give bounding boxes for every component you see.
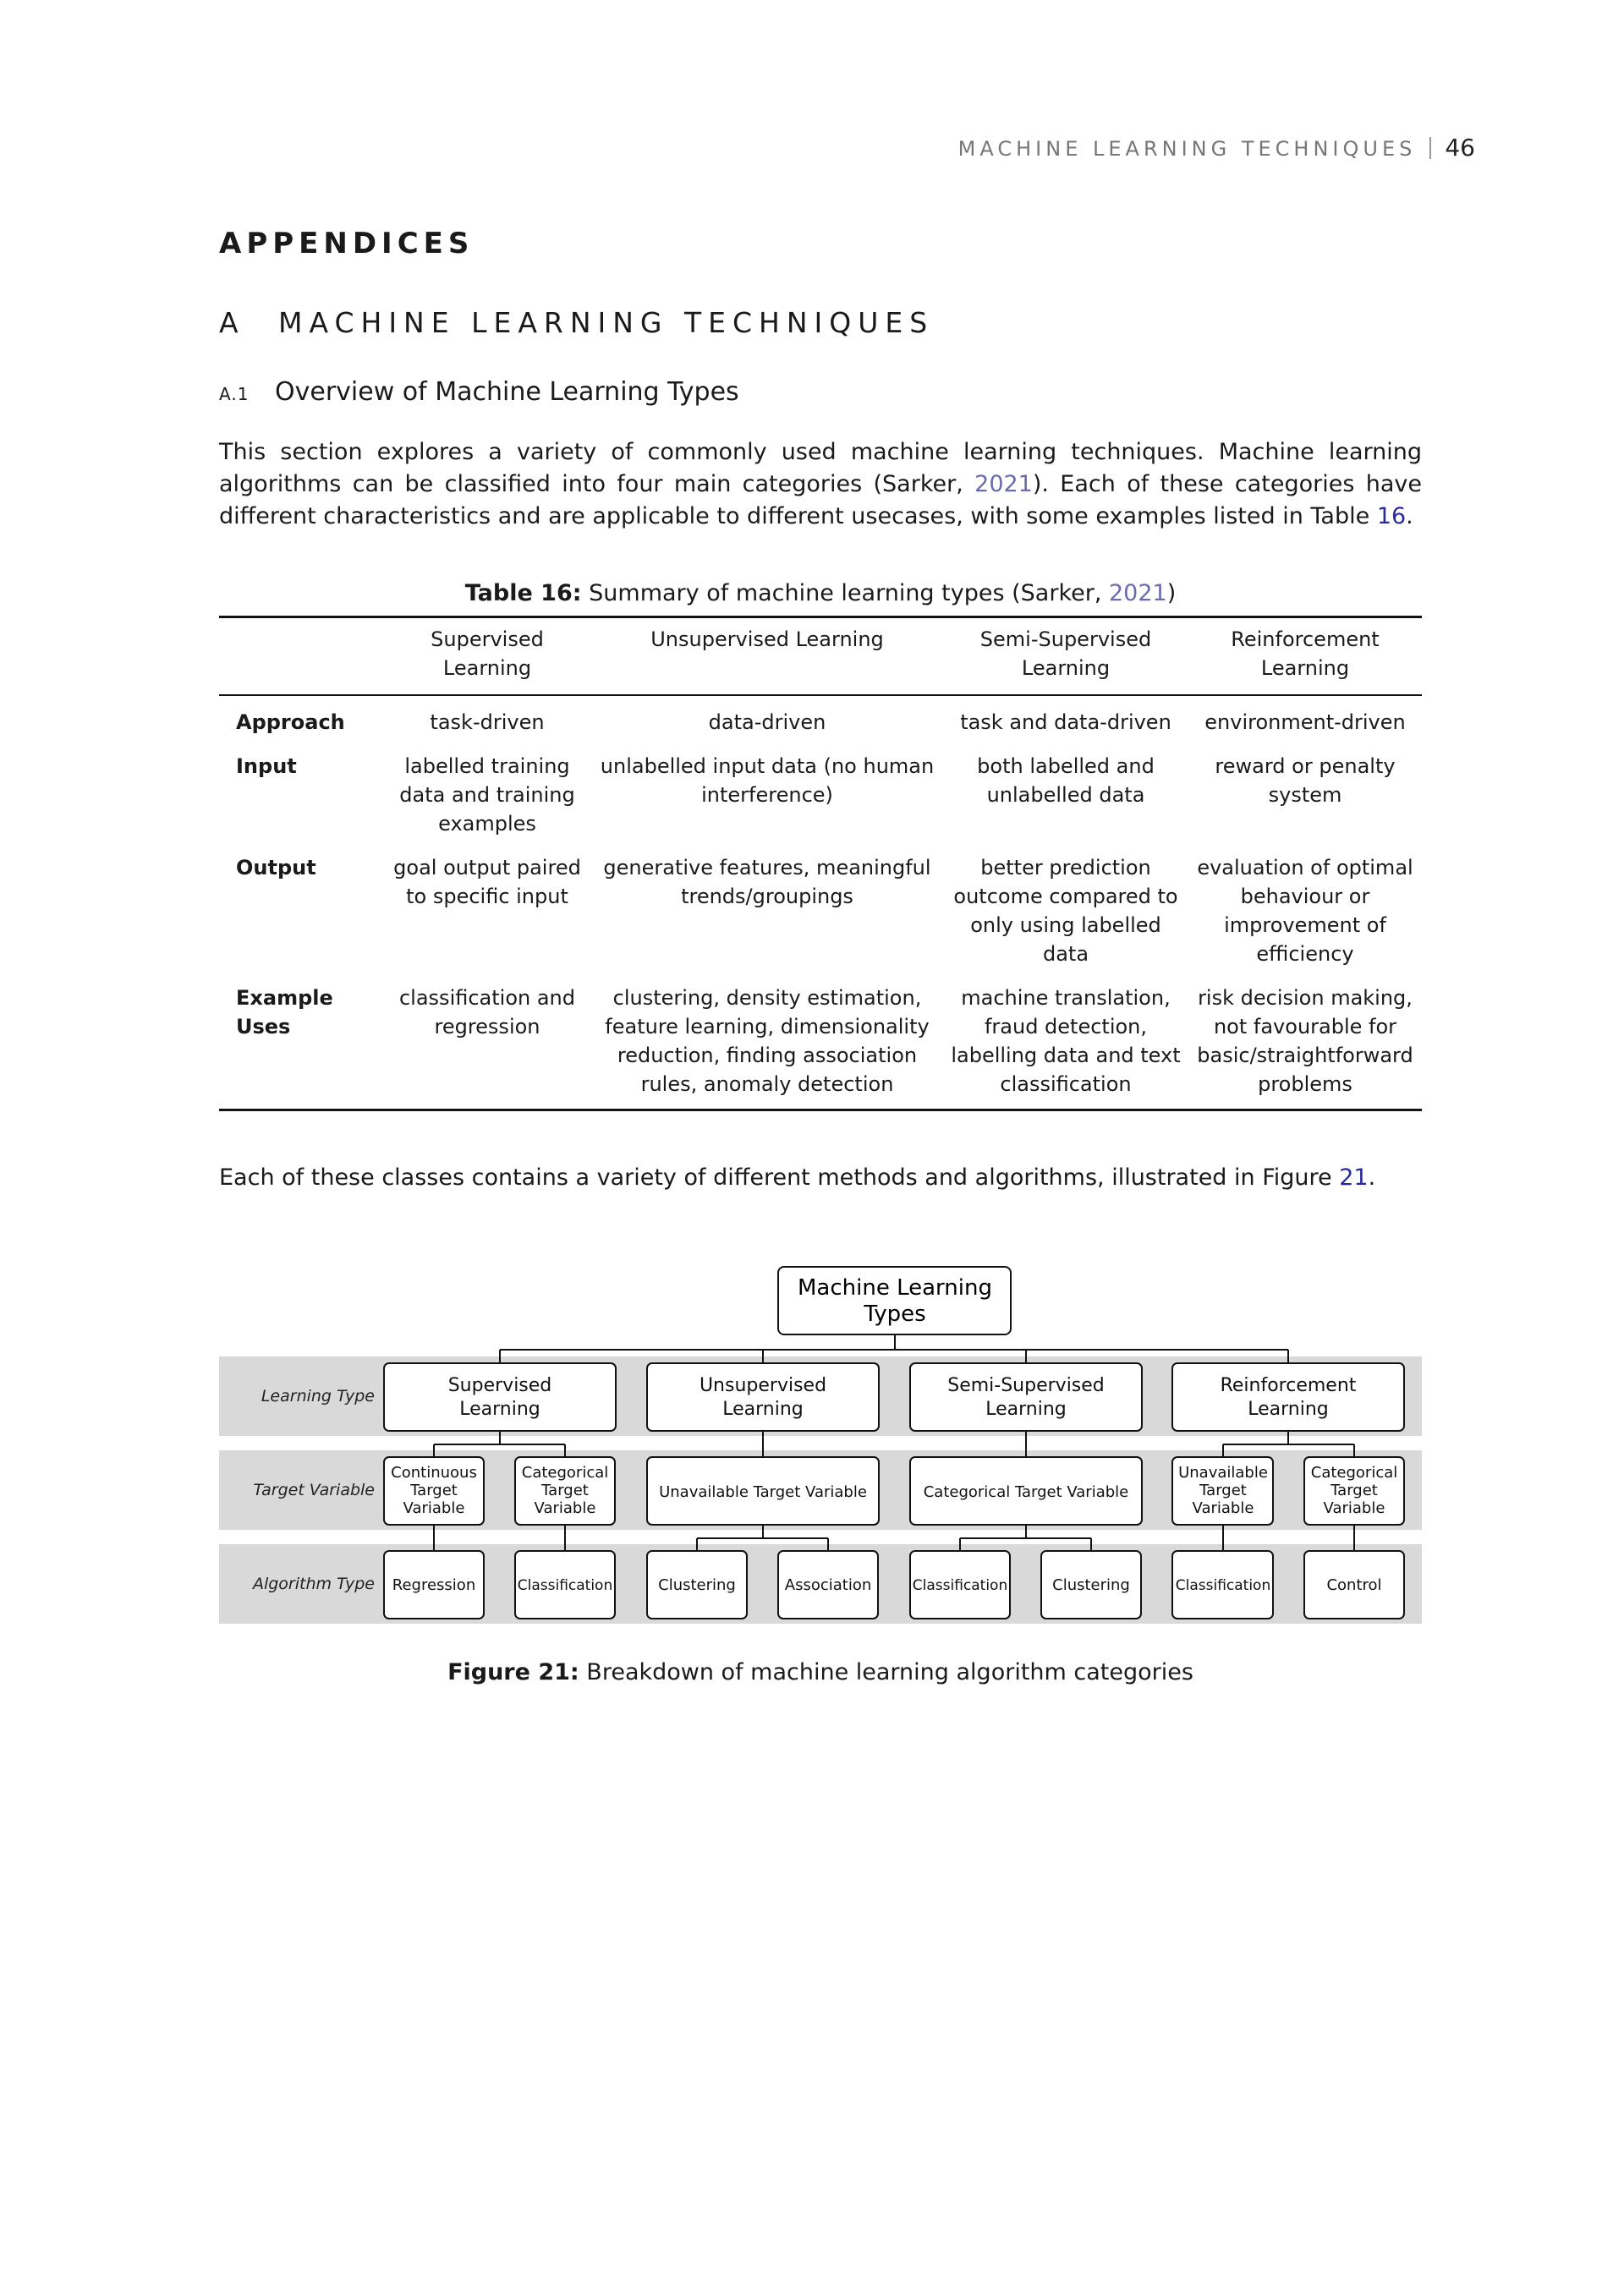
node-label: Classification [912,1577,1008,1594]
node-label: Clustering [658,1576,736,1594]
ml-categories-diagram [219,1260,1422,1632]
table-cell: goal output paired to specific input [393,856,581,908]
node-label: Association [784,1576,872,1594]
figure-caption-text: Breakdown of machine learning algorithm categories [579,1659,1193,1685]
node-label: Clustering [1052,1576,1130,1594]
section-number: A.1 [219,384,250,404]
band-label: Target Variable [253,1481,375,1499]
band-label: Learning Type [261,1387,375,1406]
table-cell: data-driven [708,710,826,734]
table-cell: reward or penalty system [1215,754,1396,807]
table-row [219,978,1422,1110]
node-label: Control [1326,1576,1382,1594]
node-label: Supervised [447,1375,552,1396]
node-label: Variable [1323,1499,1385,1517]
node-label: Variable [1192,1499,1254,1517]
table-header-cell: Semi-Supervised Learning [979,627,1152,680]
table-header-row [219,617,1422,696]
figure-caption [219,1659,1422,1685]
band-label: Algorithm Type [252,1575,375,1593]
after-table-end: . [1368,1164,1376,1191]
table-cell: both labelled and unlabelled data [977,754,1155,807]
table-caption [219,580,1422,606]
table-cell: risk decision making, not favourable for basic/straightforward problems [1197,986,1413,1096]
running-title: MACHINE LEARNING TECHNIQUES [957,137,1417,161]
node-label: Learning [1248,1399,1329,1420]
citation-link[interactable]: 2021 [974,471,1033,497]
root-node-label: Machine Learning [798,1275,992,1301]
node-label: Learning [722,1399,804,1420]
node-label: Continuous [391,1464,477,1482]
table-ref-link[interactable]: 16 [1376,503,1407,529]
header-separator [1429,137,1431,159]
table-row [219,848,1422,978]
table-row [219,747,1422,848]
node-label: Target [541,1482,589,1499]
node-label: Categorical [1310,1464,1398,1482]
node-unsupervised [647,1363,879,1431]
table-row-label: Output [236,856,316,879]
node-label: Reinforcement [1220,1375,1357,1396]
table-cell: evaluation of optimal behaviour or improvement of efficiency [1197,856,1413,966]
figure-caption-label: Figure 21: [447,1659,579,1685]
table-row-label: Example Uses [236,986,333,1038]
node-label: Categorical [521,1464,609,1482]
after-table-paragraph [219,1162,1422,1194]
running-header [958,134,1475,162]
chapter-number: A [219,306,245,339]
node-label: Learning [459,1399,540,1420]
intro-text-3: . [1406,503,1413,529]
node-label: Categorical Target Variable [923,1483,1129,1501]
node-label: Classification [517,1577,613,1594]
chapter-heading [219,306,934,339]
after-table-text: Each of these classes contains a variety of different methods and algorithms, illustrated in Figure [219,1164,1340,1191]
node-label: Learning [985,1399,1067,1420]
node-label: Unavailable [1178,1464,1268,1482]
table-cell: better prediction outcome compared to only using labelled data [953,856,1178,966]
node-semi-supervised [910,1363,1142,1431]
table-cell: machine translation, fraud detection, labelling data and text classification [951,986,1181,1096]
table-row [219,695,1422,747]
table-cell: generative features, meaningful trends/groupings [603,856,931,908]
node-label: Target [410,1482,458,1499]
table-caption-close: ) [1166,580,1177,606]
node-label: Unavailable Target Variable [659,1483,867,1501]
node-label: Semi-Supervised [947,1375,1105,1396]
intro-text-2: ). Each of these categories have different characteristics and are applicable to different usecases, with some examples listed in Table [219,471,1422,529]
table-cell: unlabelled input data (no human interference) [600,754,935,807]
node-label: Variable [403,1499,465,1517]
table-header-cell: Supervised Learning [431,627,544,680]
table-citation-link[interactable]: 2021 [1109,580,1167,606]
root-node [778,1267,1011,1334]
ml-types-table [219,616,1422,1111]
table-cell: labelled training data and training examples [399,754,575,836]
node-label: Regression [392,1576,476,1594]
table-cell: classification and regression [398,986,576,1038]
root-node-label: Types [864,1301,926,1327]
page-number: 46 [1445,134,1475,162]
table-header-cell: Reinforcement Learning [1231,627,1380,680]
node-label: Unsupervised [699,1375,827,1396]
intro-text-1: This section explores a variety of commonly used machine learning techniques. Machine learning algorithms can be classified into four main categories (Sarker, [219,439,1422,497]
intro-paragraph [219,436,1422,533]
node-label: Target [1330,1482,1378,1499]
table-caption-label: Table 16: [464,580,582,606]
table-cell: task-driven [430,710,545,734]
node-reinforcement [1172,1363,1404,1431]
figure-ref-link[interactable]: 21 [1339,1164,1369,1191]
appendices-heading: APPENDICES [219,227,475,260]
table-caption-text: Summary of machine learning types (Sarker, [581,580,1109,606]
chapter-title: MACHINE LEARNING TECHNIQUES [278,306,935,339]
table-row-label: Input [236,754,297,778]
node-label: Variable [534,1499,596,1517]
node-label: Target [1199,1482,1247,1499]
section-heading [219,377,739,407]
table-header-empty [219,617,383,696]
table-row-label: Approach [236,710,345,734]
node-supervised [384,1363,616,1431]
table-cell: environment-driven [1204,710,1406,734]
table-cell: clustering, density estimation, feature learning, dimensionality reduction, finding association rules, anomaly detection [605,986,930,1096]
table-cell: task and data-driven [960,710,1171,734]
table-header-cell: Unsupervised Learning [650,627,884,651]
node-label: Classification [1175,1577,1271,1594]
section-title: Overview of Machine Learning Types [275,377,739,407]
